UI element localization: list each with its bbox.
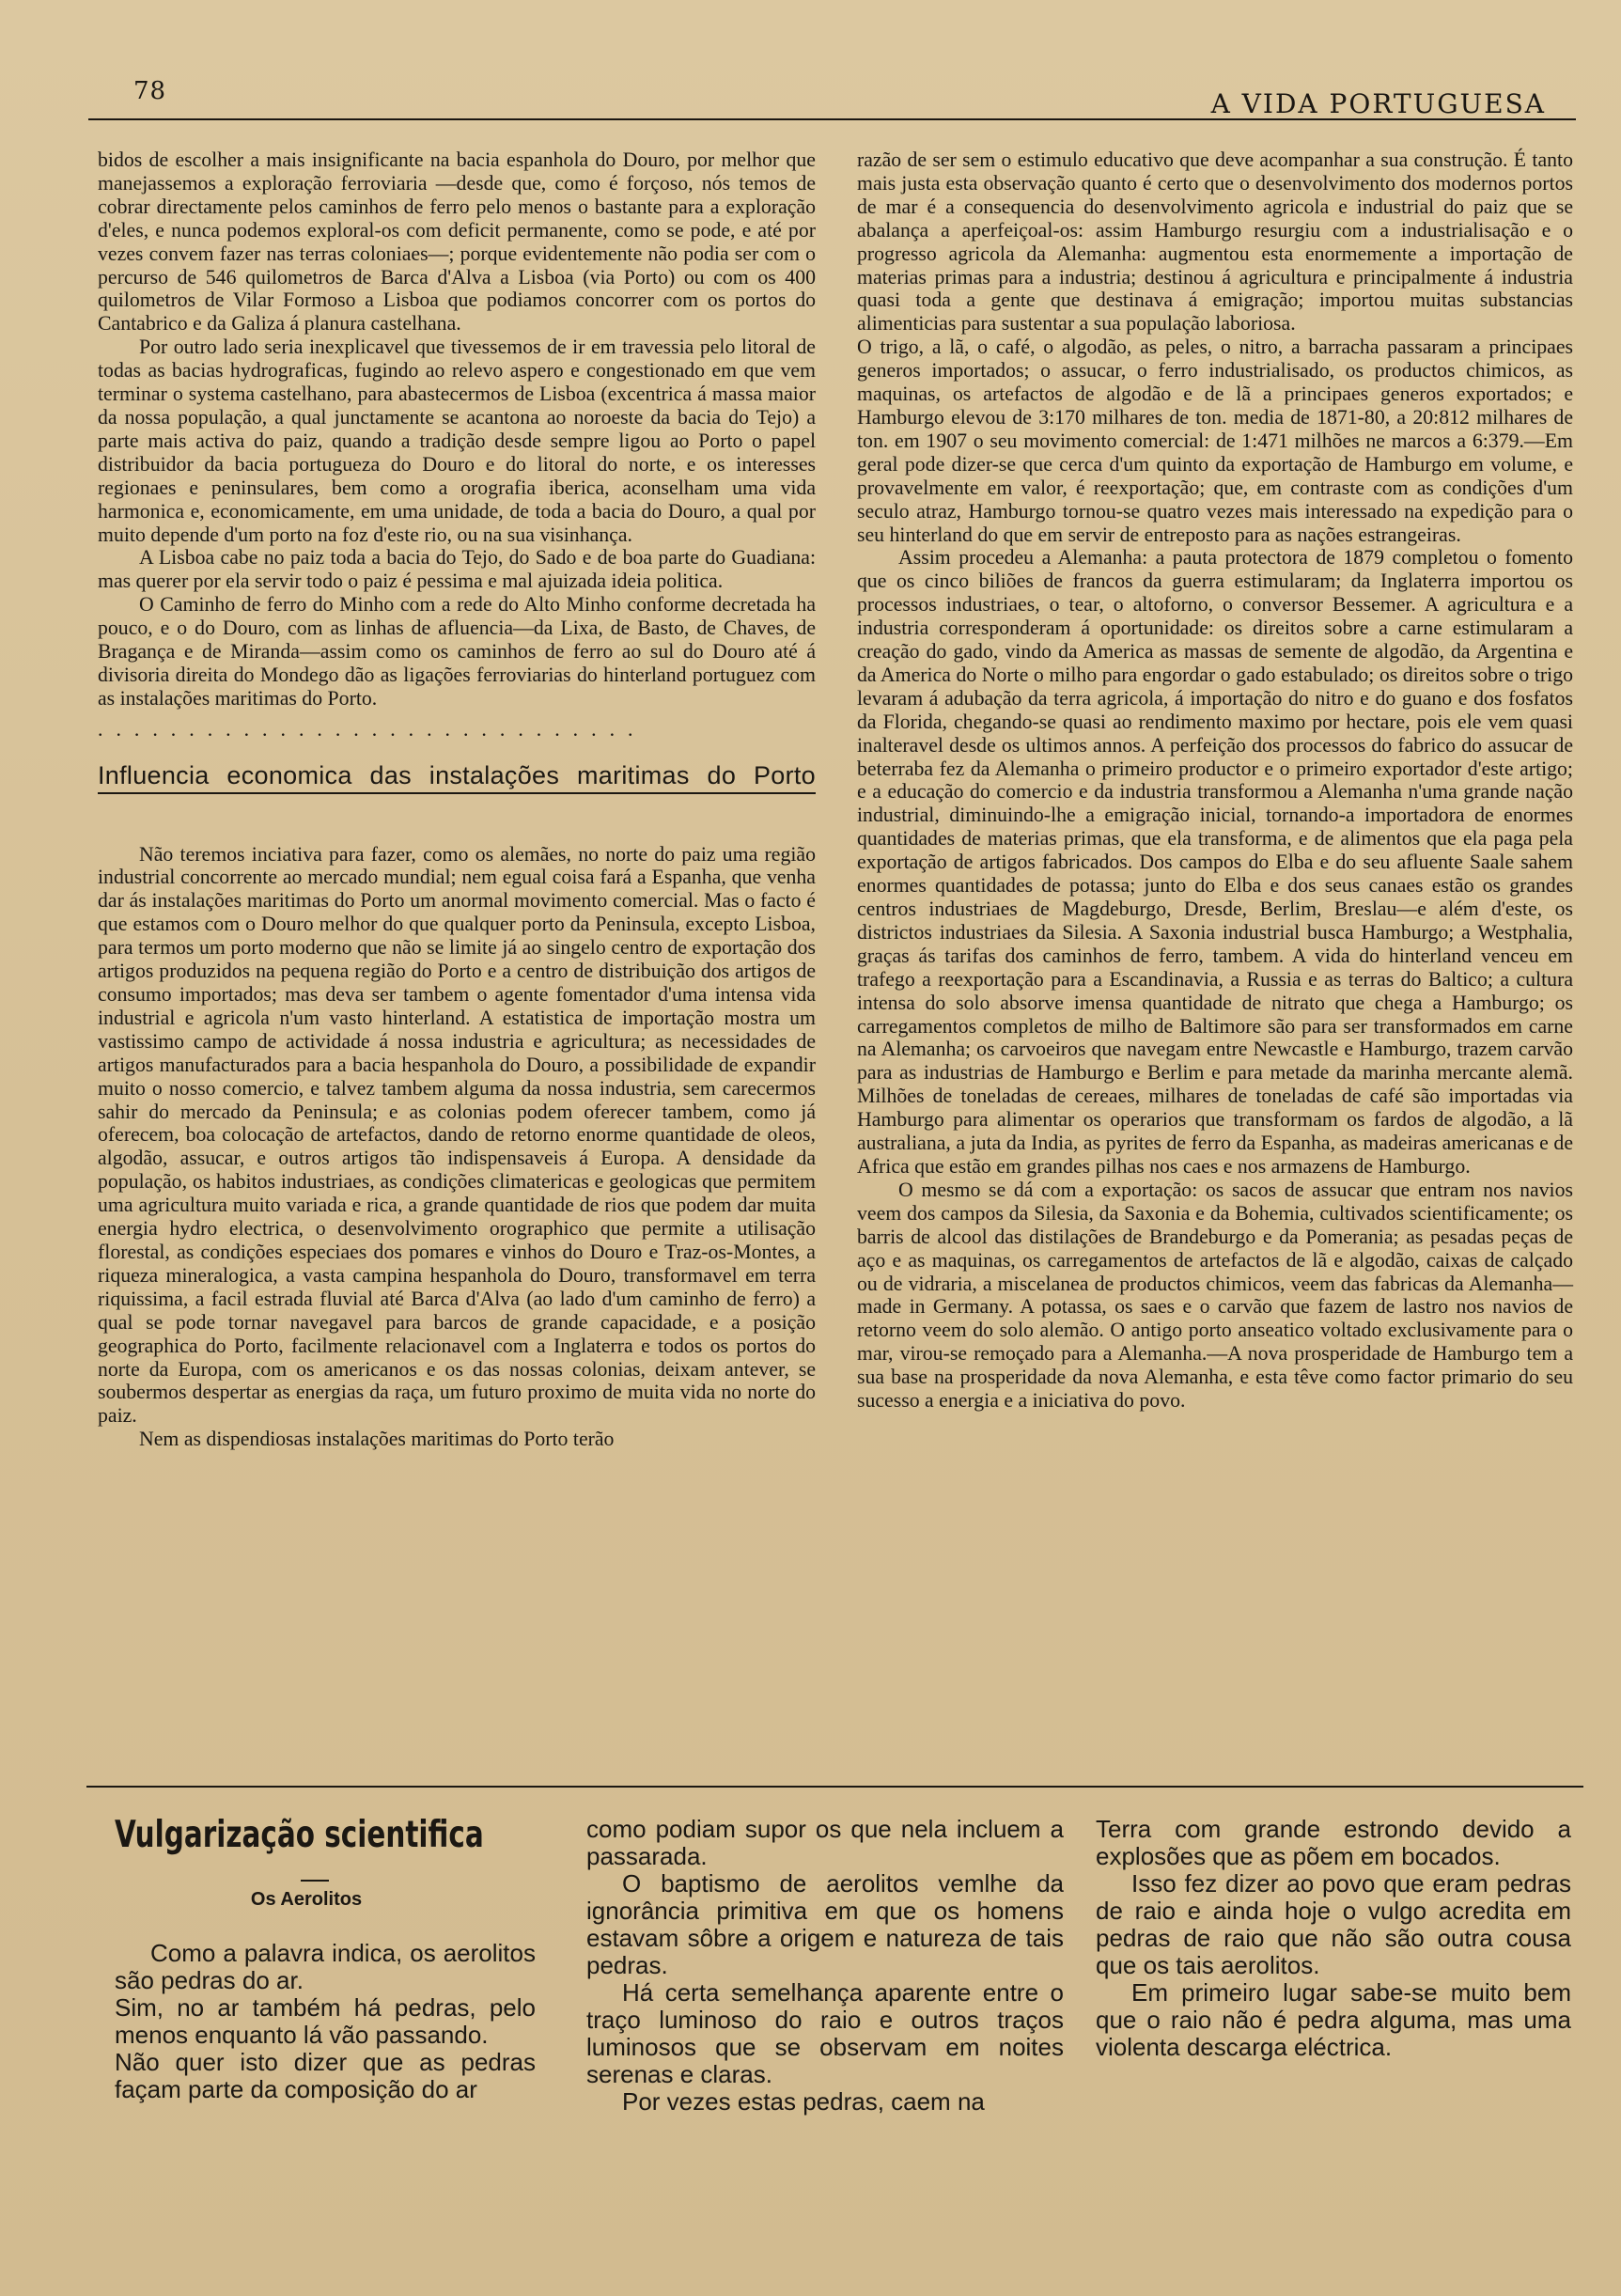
paragraph: bidos de escolher a mais insignificante na bacia espanhola do Douro, por melhor que manejassemos a exploração ferroviaria —desde que, como é forçoso, nós temos de cobrar directamente pelos caminhos de ferro pelo menos o bastante para a exploração d'eles, e nunca podemos exploral-os com deficit permanente, como se pode, e até por vezes convem fazer nas terras coloniaes—; porque evidentemente não podia ser com o percurso de 546 quilometros de Barca d'Alva a Lisboa (via Porto) ou com os 400 quilometros de Vilar Formoso a Lisboa que podiamos concorrer com os portos do Cantabrico e da Galiza á planura castelhana. [98,148,816,336]
paragraph: Sim, no ar também há pedras, pelo menos enquanto lá vão passando. [115,1993,536,2049]
paragraph: Não quer isto dizer que as pedras façam parte da composição do ar [115,2048,536,2103]
paragraph: Isso fez dizer ao povo que eram pedras de raio e ainda hoje o vulgo acredita em pedras de raio que não são outra cousa que os tais aerolitos. [1096,1869,1571,1979]
section-separator-dots: .............................. [98,717,647,741]
paragraph: Por outro lado seria inexplicavel que tivessemos de ir em travessia pelo litoral de todas as bacias hydrograficas, fugindo ao relevo aspero e congestionado em que vem terminar o systema castelhano, para abastecermos de Lisboa (excentrica á massa maior da nossa população, a qual junctamente se acantona ao noroeste da bacia do Tejo) a parte mais activa do paiz, quando a tradição desde sempre ligou ao Porto o papel distribuidor da bacia portugueza do Douro e do litoral do norte, e os interesses regionaes e peninsulares, bem como a orografia iberica, aconselham uma vida harmonica e, economicamente, em uma unidade, de toda a bacia do Douro, a qual por muito depende d'um porto na foz d'este rio, ou na sua visinhança. [98,336,816,546]
article-column-left [98,148,816,1451]
paragraph: razão de ser sem o estimulo educativo que deve acompanhar a sua construção. É tanto mais justa esta observação quanto é certo que o desenvolvimento dos modernos portos de mar é a consequencia do desenvolvimento agricola e industrial do paiz que se abalança a aperfeiçoal-os: assim Hamburgo resurgiu com a industrialisação e o progresso agricola da Alemanha: augmentou esta enormemente a importação de materias primas para a industria; destinou á agricultura e principalmente á industria quasi toda a gente que destinava á emigração; importou muitas substancias alimenticias para sustentar a sua população laboriosa. [857,148,1573,336]
title-dash [301,1880,329,1882]
vulgarizacao-column-1 [115,1814,536,2103]
paragraph: Não teremos inciativa para fazer, como os alemães, no norte do paiz uma região industrial concorrente ao mercado mundial; nem egual coisa fará a Espanha, que venha dar ás instalações maritimas do Porto um anormal movimento comercial. Mas o facto é que estamos com o Douro melhor do que qualquer porto da Peninsula, excepto Lisboa, para termos um porto moderno que não se limite já ao singelo centro de exportação dos artigos produzidos na pequena região do Porto e a centro de distribuição dos artigos de consumo importados; mas deva ser tambem o agente fomentador d'uma intensa vida industrial e agricola n'um vasto hinterland. A estatistica de importação mostra um vastissimo campo de actividade á nossa industria e agricultura; as necessidades de artigos manufacturados para a bacia hespanhola do Douro, a possibilidade de expandir muito o nosso comercio, e talvez tambem alguma da nossa industria, sem carecermos sahir do mercado da Peninsula; e as colonias podem oferecer tambem, como já oferecem, boa colocação de artefactos, dando de retorno enorme quantidade de oleos, algodão, assucar, e outros artigos tão indispensaveis á Europa. A densidade da população, os habitos industriaes, as condições climatericas e geologicas que permitem uma agricultura muito variada e rica, a grande quantidade de rios que podem dar muita energia hydro electrica, o desenvolvimento orographico que permite a utilisação florestal, as condições especiaes dos pomares e vinhos do Douro e Traz-os-Montes, a riqueza mineralogica, a vasta campina hespanhola do Douro, transformavel em terra riquissima, a facil estrada fluvial até Barca d'Alva (ao lado d'um caminho de ferro) a qual se pode tornar navegavel para barcos de grande capacidade, e a posição geographica do Porto, facilmente relacionavel com a Inglaterra e todos os portos do norte da Europa, com os americanos e os das nossas colonias, deixam antever, se soubermos despertar as energias da raça, um futuro proximo de muita vida no norte do paiz. [98,842,816,1428]
paragraph: O mesmo se dá com a exportação: os sacos de assucar que entram nos navios veem dos campos da Silesia, da Saxonia e da Bohemia, cultivados scientificamente; os barris de alcool das distilações de Brandeburgo e da Pomerania; as pesadas peças de aço e as maquinas, os carregamentos de artefactos de lã e algodão, caixas de calçado ou de vidraria, a miscelanea de productos chimicos, veem das fabricas da Alemanha—made in Germany. A potassa, os saes e o carvão que fazem de lastro nos navios de retorno veem do solo alemão. O antigo porto anseatico voltado exclusivamente para o mar, virou-se remoçado para a Alemanha.—A nova prosperidade de Hamburgo tem a sua base na prosperidade da nova Alemanha, e esta têve como factor primario do seu sucesso a energia e a iniciativa do povo. [857,1178,1573,1413]
vulgarizacao-column-2 [586,1816,1064,2116]
page-number: 78 [133,77,167,105]
article-subtitle: Os Aerolitos [250,1889,363,1910]
paragraph: como podiam supor os que nela incluem a passarada. [586,1815,1064,1870]
article-column-right [857,148,1573,1413]
publication-title: A VIDA PORTUGUESA [1210,88,1546,119]
section-heading: Influencia economica das instalações maritimas do Porto [98,764,816,794]
paragraph: O Caminho de ferro do Minho com a rede do Alto Minho conforme decretada ha pouco, e o do Douro, com as linhas de afluencia—da Lixa, de Basto, de Chaves, de Bragança e de Miranda—assim como os caminhos de ferro ao sul do Douro até á divisoria direita do Mondego dão as ligações ferroviarias do hinterland portuguez com as instalações maritimas do Porto. [98,593,816,710]
paragraph: O baptismo de aerolitos vemlhe da ignorância primitiva em que os homens estavam sôbre a origem e natureza de tais pedras. [586,1869,1064,1979]
vulgarizacao-column-3 [1096,1816,1571,2061]
section-title: Vulgarização scientifica [115,1814,484,1856]
paragraph: Como a palavra indica, os aerolitos são pedras do ar. [115,1939,536,1994]
paragraph: A Lisboa cabe no paiz toda a bacia do Tejo, do Sado e de boa parte do Guadiana: mas querer por ela servir todo o paiz é pessima e mal ajuizada ideia politica. [98,546,816,593]
paragraph: Em primeiro lugar sabe-se muito bem que o raio não é pedra alguma, mas uma violenta descarga eléctrica. [1096,1978,1571,2061]
header-rule [88,118,1576,120]
paragraph: Assim procedeu a Alemanha: a pauta protectora de 1879 completou o fomento que os cinco biliões de francos da guerra estimularam; da Inglaterra importou os processos industriaes, o tear, o altoforno, o conversor Bessemer. A agricultura e a industria corresponderam á oportunidade: os direitos sobre a carne estimularam a creação do gado, vindo da America as massas de semente de algodão, da Argentina e da America do Norte o milho para engordar o gado estabulado; os direitos sobre o trigo levaram á adubação da terra agricola, á importação do nitro e do guano e dos fosfatos da Florida, chegando-se quasi ao rendimento maximo por hectare, pois ele vem quasi inalteravel desde os ultimos annos. A perfeição dos processos do fabrico do assucar de beterraba fez da Alemanha o primeiro productor e o primeiro exportador d'este artigo; e a educação do comercio e da industria transformou a Alemanha n'uma grande nação industrial, diminuindo-lhe a emigração inicial, tornando-a importadora de enormes quantidades de materias primas, que ela transforma, e de alimentos que ela paga pela exportação de artigos fabricados. Dos campos do Elba e do seu afluente Saale sahem enormes quantidades de potassa; junto do Elba e dos seus canaes estão os grandes centros industriaes de Magdeburgo, Dresde, Berlim, Breslau—e além d'este, os districtos industriaes da Silesia. A Saxonia industrial busca Hamburgo; a Westphalia, graças ás tarifas dos caminhos de ferro, tambem. A vida do hinterland venceu em trafego a reexportação para a Escandinavia, a Russia e as terras do Baltico; a cultura intensa do solo absorve imensa quantidade de nitrato que chega a Hamburgo; os carregamentos completos de milho de Baltimore são para ser transformados em carne na Alemanha; os carvoeiros que navegam entre Newcastle e Hamburgo, trazem carvão para as industrias de Hamburgo e Berlim e para metade da marinha mercante alemã. Milhões de toneladas de cereaes, milhares de toneladas de café são importadas via Hamburgo para alimentar os operarios que transformam os fardos de algodão, a lã australiana, a juta da India, as pyrites de ferro da Espanha, as madeiras americanas e de Africa que estão em grandes pilhas nos caes e nos armazens de Hamburgo. [857,546,1573,1178]
paragraph: Nem as dispendiosas instalações maritimas do Porto terão [139,1428,615,1451]
paragraph: Por vezes estas pedras, caem na [622,2087,985,2116]
paragraph: Terra com grande estrondo devido a explosões que as põem em bocados. [1096,1815,1571,1870]
section-divider-rule [86,1786,1583,1788]
paragraph: Há certa semelhança aparente entre o traço luminoso do raio e outros traços luminosos que se observam em noites serenas e claras. [586,1978,1064,2088]
paragraph: O trigo, a lã, o café, o algodão, as peles, o nitro, a barracha passaram a principaes generos importados; o assucar, o ferro industrialisado, os productos chimicos, as maquinas, os artefactos de algodão e de lã a principaes generos exportados; e Hamburgo elevou de 3:170 milhares de ton. media de 1871-80, a 20:812 milhares de ton. em 1907 o seu movimento comercial: de 1:471 milhões ne marcos a 6:379.—Em geral pode dizer-se que cerca d'um quinto da exportação de Hamburgo em volume, e provavelmente em valor, é reexportação; que, em contraste com as condições d'um seculo atraz, Hamburgo tornou-se quatro vezes mais interessado na expedição para o seu hinterland do que em servir de entreposto para as nações estrangeiras. [857,336,1573,546]
